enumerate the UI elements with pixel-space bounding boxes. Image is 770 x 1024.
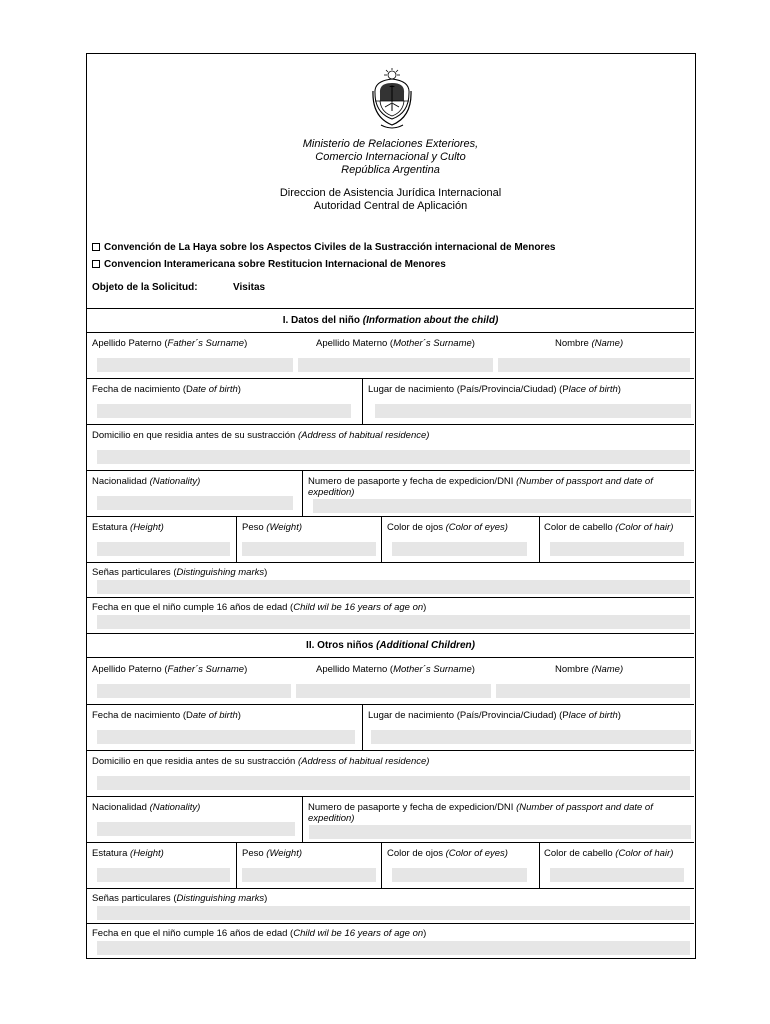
s2-apellido-materno-field[interactable] — [296, 684, 491, 698]
s1-estatura-field[interactable] — [97, 542, 230, 556]
s1-senas-label: Señas particulares (Distinguishing marks) — [92, 567, 268, 578]
section-1-title: I. Datos del niño (Information about the child) — [87, 308, 694, 333]
s2-nacionalidad-label: Nacionalidad (Nationality) — [92, 802, 201, 813]
s1-row-domicilio — [87, 425, 694, 471]
s1-pasaporte-field[interactable] — [313, 499, 691, 513]
s2-fecha16-field[interactable] — [97, 941, 690, 955]
objeto-solicitud — [92, 282, 266, 293]
s2-estatura-field[interactable] — [97, 868, 230, 882]
convention-hague-label: Convención de La Haya sobre los Aspectos Civiles de la Sustracción internacional de Menores — [104, 242, 556, 253]
s2-apellido-paterno-field[interactable] — [97, 684, 291, 698]
s2-color-ojos-label: Color de ojos (Color of eyes) — [387, 848, 508, 859]
s2-fecha-nacimiento-label: Fecha de nacimiento (Date of birth) — [92, 710, 241, 721]
s2-domicilio-field[interactable] — [97, 776, 690, 790]
convention-interamerican-label: Convencion Interamericana sobre Restitucion Internacional de Menores — [104, 259, 446, 270]
direccion-line-1: Direccion de Asistencia Jurídica Internacional — [279, 187, 502, 199]
s1-apellido-paterno-field[interactable] — [97, 358, 293, 372]
s2-pasaporte-label: Numero de pasaporte y fecha de expedicion/DNI (Number of passport and date of expedition) — [308, 802, 653, 824]
section-2-title: II. Otros niños (Additional Children) — [87, 633, 694, 658]
direccion-heading — [87, 187, 694, 213]
s2-row-names — [87, 659, 694, 705]
s2-row-birth — [87, 705, 694, 751]
s1-nombre-label: Nombre (Name) — [555, 338, 624, 349]
s1-domicilio-field[interactable] — [97, 450, 690, 464]
s1-estatura-label: Estatura (Height) — [92, 522, 164, 533]
s2-row-nationality — [87, 797, 694, 843]
s1-row-birth — [87, 379, 694, 425]
s2-lugar-nacimiento-field[interactable] — [371, 730, 691, 744]
s2-peso-field[interactable] — [242, 868, 376, 882]
s1-row-names — [87, 333, 694, 379]
s2-row-fecha16 — [87, 924, 694, 957]
s1-color-cabello-label: Color de cabello (Color of hair) — [544, 522, 674, 533]
s2-estatura-label: Estatura (Height) — [92, 848, 164, 859]
s1-row-senas — [87, 563, 694, 598]
s1-nombre-field[interactable] — [498, 358, 690, 372]
s2-nombre-field[interactable] — [496, 684, 690, 698]
s2-lugar-nacimiento-label: Lugar de nacimiento (País/Provincia/Ciudad) (Place of birth) — [368, 710, 621, 721]
convention-interamerican-checkbox[interactable] — [92, 260, 100, 268]
objeto-value: Visitas — [233, 282, 266, 293]
s2-color-ojos-field[interactable] — [392, 868, 527, 882]
s1-fecha-nacimiento-label: Fecha de nacimiento (Date of birth) — [92, 384, 241, 395]
coat-of-arms-icon — [371, 67, 413, 133]
s2-senas-label: Señas particulares (Distinguishing marks) — [92, 893, 268, 904]
s1-color-ojos-field[interactable] — [392, 542, 527, 556]
s2-pasaporte-field[interactable] — [309, 825, 691, 839]
s2-domicilio-label: Domicilio en que residia antes de su sustracción (Address of habitual residence) — [92, 756, 430, 767]
s1-apellido-materno-label: Apellido Materno (Mother´s Surname) — [316, 338, 475, 349]
s2-row-domicilio — [87, 751, 694, 797]
s1-peso-field[interactable] — [242, 542, 376, 556]
s1-domicilio-label: Domicilio en que residia antes de su sustracción (Address of habitual residence) — [92, 430, 430, 441]
s1-color-ojos-label: Color de ojos (Color of eyes) — [387, 522, 508, 533]
s1-lugar-nacimiento-field[interactable] — [375, 404, 691, 418]
s1-lugar-nacimiento-label: Lugar de nacimiento (País/Provincia/Ciudad) (Place of birth) — [368, 384, 621, 395]
convention-interamerican-option[interactable] — [92, 259, 446, 271]
direccion-line-2: Autoridad Central de Aplicación — [313, 200, 468, 212]
ministry-heading — [87, 138, 694, 177]
form-header — [87, 54, 694, 308]
s1-nacionalidad-field[interactable] — [97, 496, 293, 510]
s1-row-fecha16 — [87, 598, 694, 633]
ministry-line-3: República Argentina — [341, 164, 440, 176]
s1-nacionalidad-label: Nacionalidad (Nationality) — [92, 476, 201, 487]
s2-row-physical — [87, 843, 694, 889]
s2-peso-label: Peso (Weight) — [242, 848, 303, 859]
s2-nombre-label: Nombre (Name) — [555, 664, 624, 675]
s2-apellido-materno-label: Apellido Materno (Mother´s Surname) — [316, 664, 475, 675]
ministry-line-2: Comercio Internacional y Culto — [315, 151, 466, 163]
s1-fecha16-label: Fecha en que el niño cumple 16 años de edad (Child wil be 16 years of age on) — [92, 602, 427, 613]
s2-fecha-nacimiento-field[interactable] — [97, 730, 355, 744]
application-form — [86, 53, 696, 959]
s1-peso-label: Peso (Weight) — [242, 522, 303, 533]
convention-hague-checkbox[interactable] — [92, 243, 100, 251]
s1-fecha16-field[interactable] — [97, 615, 690, 629]
s1-row-physical — [87, 517, 694, 563]
s2-senas-field[interactable] — [97, 906, 690, 920]
s2-nacionalidad-field[interactable] — [97, 822, 295, 836]
convention-hague-option[interactable] — [92, 242, 555, 254]
s1-row-nationality — [87, 471, 694, 517]
s2-fecha16-label: Fecha en que el niño cumple 16 años de edad (Child wil be 16 years of age on) — [92, 928, 427, 939]
objeto-label: Objeto de la Solicitud: — [92, 282, 198, 293]
s2-row-senas — [87, 889, 694, 924]
s1-color-cabello-field[interactable] — [550, 542, 684, 556]
s1-pasaporte-label: Numero de pasaporte y fecha de expedicion/DNI (Number of passport and date of expedition) — [308, 476, 653, 498]
s1-fecha-nacimiento-field[interactable] — [97, 404, 351, 418]
s1-senas-field[interactable] — [97, 580, 690, 594]
ministry-line-1: Ministerio de Relaciones Exteriores, — [302, 138, 479, 150]
s1-apellido-materno-field[interactable] — [298, 358, 493, 372]
s1-apellido-paterno-label: Apellido Paterno (Father´s Surname) — [92, 338, 248, 349]
s2-color-cabello-field[interactable] — [550, 868, 684, 882]
s2-color-cabello-label: Color de cabello (Color of hair) — [544, 848, 674, 859]
s2-apellido-paterno-label: Apellido Paterno (Father´s Surname) — [92, 664, 248, 675]
